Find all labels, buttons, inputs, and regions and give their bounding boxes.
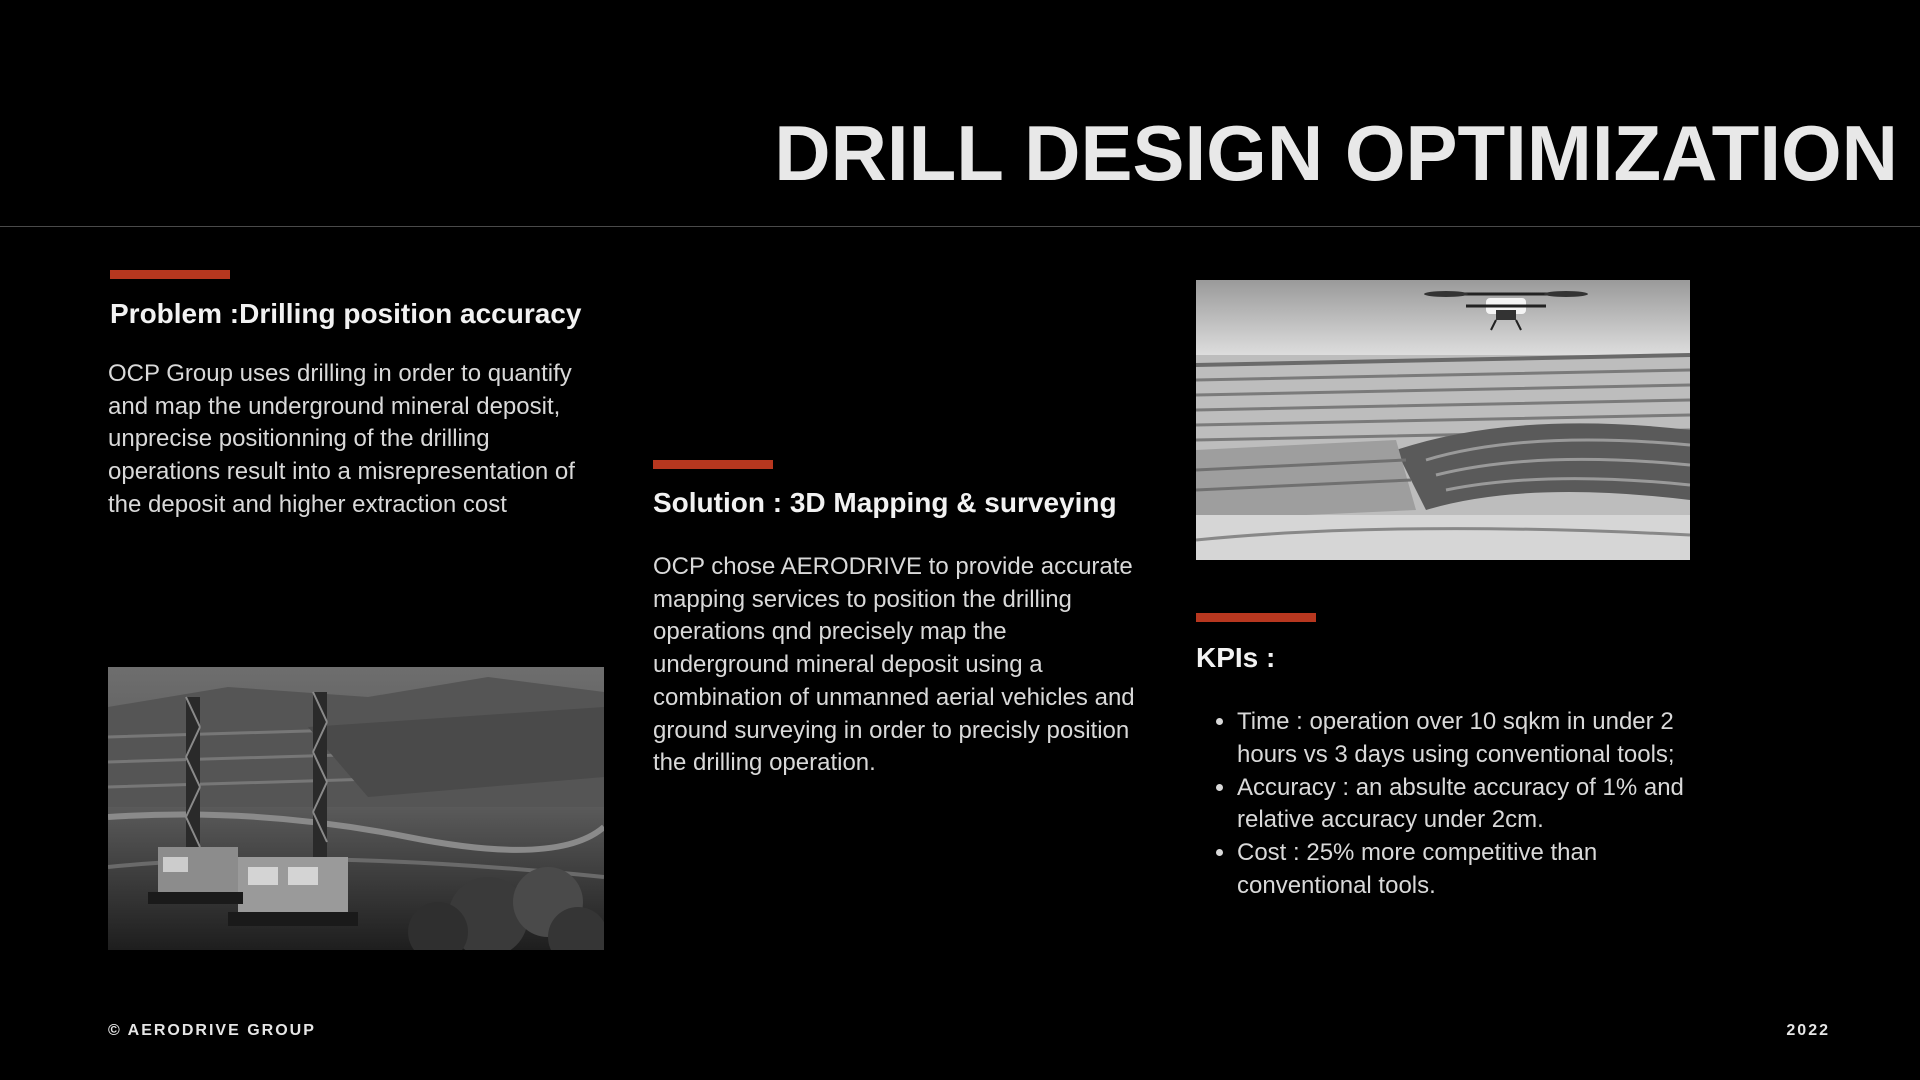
kpi-item-time: • Time : operation over 10 sqkm in under 2 hours vs 3 days using conventional tools; bbox=[1237, 706, 1697, 772]
problem-heading: Problem :Drilling position accuracy bbox=[110, 298, 582, 329]
kpi-item-accuracy: • Accuracy : an absulte accuracy of 1% and relative accuracy under 2cm. bbox=[1237, 772, 1697, 838]
problem-body: OCP Group uses drilling in order to quantify and map the underground mineral deposit, unprecise positionning of the drilling operations result into a misrepresentation of the deposit and higher extraction cost bbox=[108, 360, 575, 518]
slide-title: DRILL DESIGN OPTIMIZATION bbox=[774, 109, 1898, 197]
drill-rigs-photo bbox=[108, 667, 604, 950]
kpis-accent-bar bbox=[1196, 613, 1316, 622]
solution-body: OCP chose AERODRIVE to provide accurate mapping services to position the drilling operations qnd precisely map the underground mineral deposit using a combination of unmanned aerial vehicles and ground surveying in order to precisly position the drilling operation. bbox=[653, 553, 1135, 777]
footer-year: 2022 bbox=[1786, 1022, 1830, 1039]
kpis-list bbox=[1196, 706, 1697, 903]
kpis-heading: KPIs : bbox=[1196, 642, 1276, 673]
drone-over-mine-photo bbox=[1196, 280, 1690, 560]
title-divider bbox=[0, 226, 1920, 227]
problem-accent-bar bbox=[110, 270, 230, 279]
solution-heading: Solution : 3D Mapping & surveying bbox=[653, 487, 1117, 518]
kpi-item-cost: • Cost : 25% more competitive than conventional tools. bbox=[1237, 837, 1697, 903]
solution-accent-bar bbox=[653, 460, 773, 469]
footer-copyright: © AERODRIVE GROUP bbox=[108, 1022, 316, 1039]
